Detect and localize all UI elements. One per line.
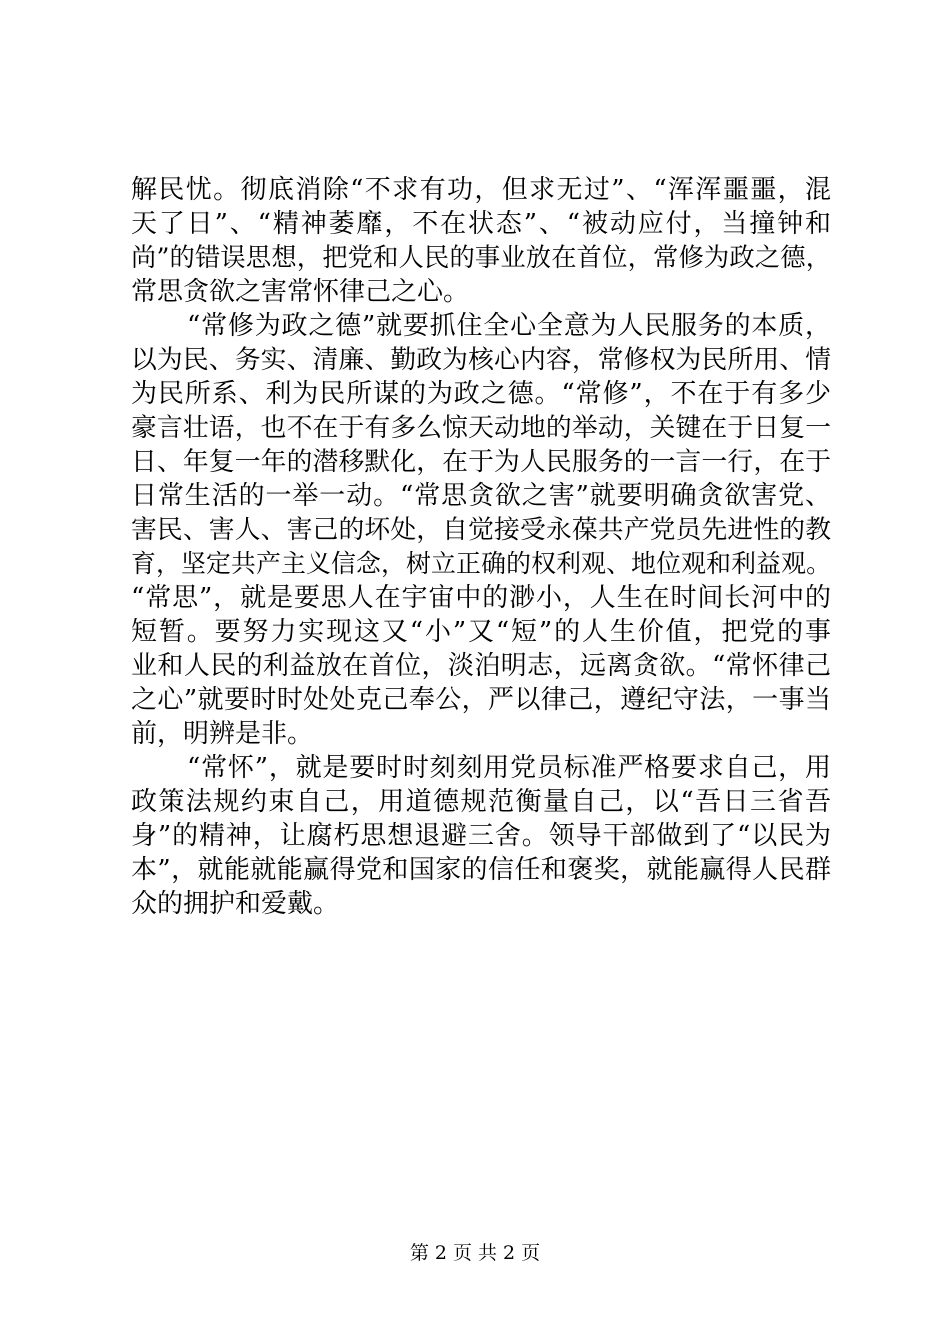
text-line: 短暂。要努力实现这又“小”又“短”的人生价值，把党的事 [131,617,831,647]
text-line: 前，明辨是非。 [131,719,314,749]
page-footer [0,1241,950,1265]
text-line: 业和人民的利益放在首位，淡泊明志，远离贪欲。“常怀律己 [131,651,831,681]
text-line: 日常生活的一举一动。“常思贪欲之害”就要明确贪欲害党、 [131,481,831,511]
text-line: 为民所系、利为民所谋的为政之德。“常修”，不在于有多少 [131,379,831,409]
document-body [131,173,831,921]
text-line: 日、年复一年的潜移默化，在于为人民服务的一言一行，在于 [131,447,831,477]
text-line: 政策法规约束自己，用道德规范衡量自己，以“吾日三省吾 [131,787,831,817]
text-line: 众的拥护和爱戴。 [131,889,340,919]
text-line: 身”的精神，让腐朽思想退避三舍。领导干部做到了“以民为 [131,821,831,851]
text-line: 害民、害人、害己的坏处，自觉接受永葆共产党员先进性的教 [131,515,831,545]
text-line: “常怀”，就是要时时刻刻用党员标准严格要求自己，用 [187,753,831,783]
text-line: 之心”就要时时处处克己奉公，严以律己，遵纪守法，一事当 [131,685,831,715]
text-line: “常修为政之德”就要抓住全心全意为人民服务的本质， [187,311,831,341]
text-line: 本”，就能就能赢得党和国家的信任和褒奖，就能赢得人民群 [131,855,831,885]
text-line: 豪言壮语，也不在于有多么惊天动地的举动，关键在于日复一 [131,413,831,443]
text-line: 解民忧。彻底消除“不求有功，但求无过”、“浑浑噩噩，混 [131,175,831,205]
text-line: 常思贪欲之害常怀律己之心。 [131,277,470,307]
text-line: 尚”的错误思想，把党和人民的事业放在首位，常修为政之德， [131,243,831,272]
text-line: 天了日”、“精神萎靡，不在状态”、“被动应付，当撞钟和 [131,209,831,239]
text-line: 以为民、务实、清廉、勤政为核心内容，常修权为民所用、情 [131,345,831,375]
text-line: “常思”，就是要思人在宇宙中的渺小，人生在时间长河中的 [131,583,831,613]
page-number-label: 第 2 页 共 2 页 [409,1242,541,1264]
text-line: 育，坚定共产主义信念，树立正确的权利观、地位观和利益观。 [131,549,831,578]
